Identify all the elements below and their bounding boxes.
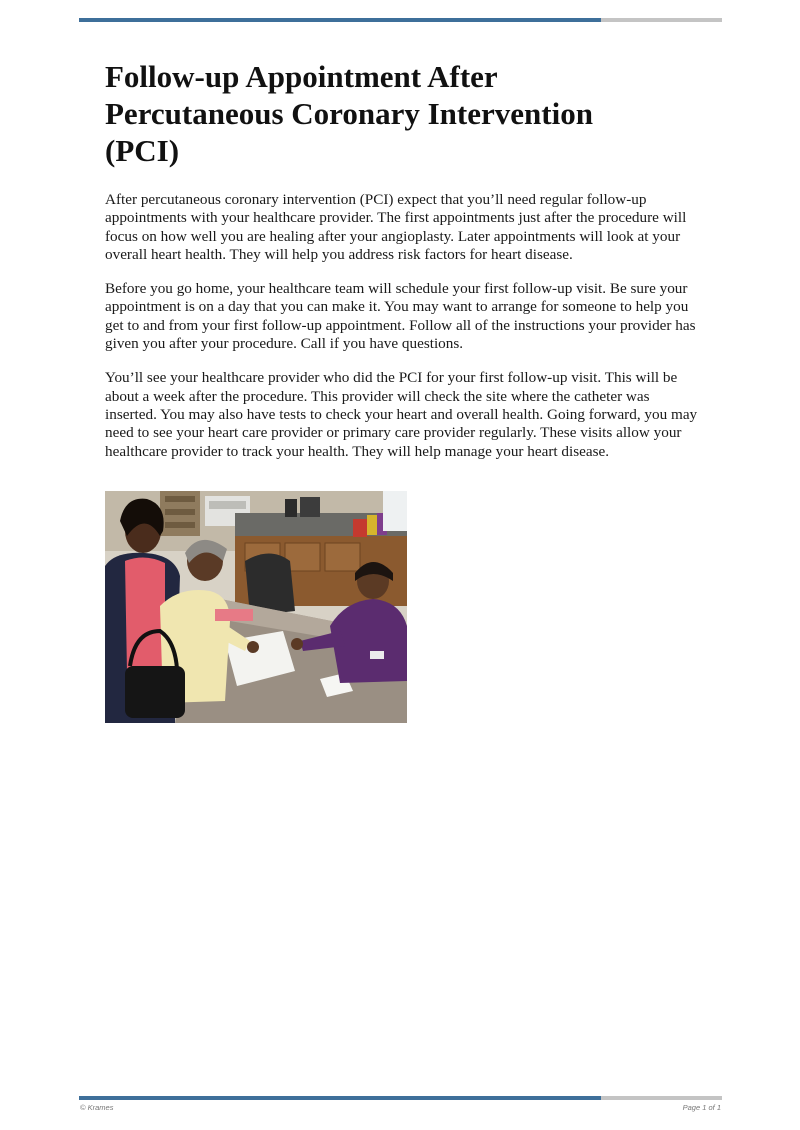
paragraph-intro: After percutaneous coronary intervention (PCI) expect that you’ll need regular follow-up appointments with your healthcare provider. The first appointments just after the procedure will focus on how well you are healing after your angioplasty. Later appointments will look at your overall heart health. They will help you address risk factors for heart disease. (105, 191, 687, 263)
page-title: Follow-up Appointment After Percutaneous Coronary Intervention (PCI) (105, 59, 593, 168)
footer-rule-accent (79, 1096, 601, 1100)
footer-page-number: Page 1 of 1 (682, 1103, 721, 1112)
paragraph-before-home: Before you go home, your healthcare team will schedule your first follow-up visit. Be sure your appointment is on a day that you can make it. You may want to arrange for someone to help you get to and from your first follow-up appointment. Follow all of the instructions your provider has given you after your procedure. Call if you have questions. (105, 280, 696, 353)
header-rule (79, 18, 722, 22)
paragraph-first-visit: You’ll see your healthcare provider who did the PCI for your first follow-up visit. This will be about a week after the procedure. This provider will check the site where the catheter was inserted. You may also have tests to check your heart and overall health. Going forward, you may need to see your heart care provider or primary care provider regularly. These visits allow your healthcare provider to track your health. They will help manage your heart disease. (105, 369, 698, 460)
footer-copyright: © Krames (80, 1103, 114, 1112)
document-body (105, 58, 700, 477)
footer-rule (79, 1096, 722, 1100)
header-rule-secondary (601, 18, 722, 22)
clinic-reception-photo (105, 491, 407, 723)
footer-rule-secondary (601, 1096, 722, 1100)
header-rule-accent (79, 18, 601, 22)
